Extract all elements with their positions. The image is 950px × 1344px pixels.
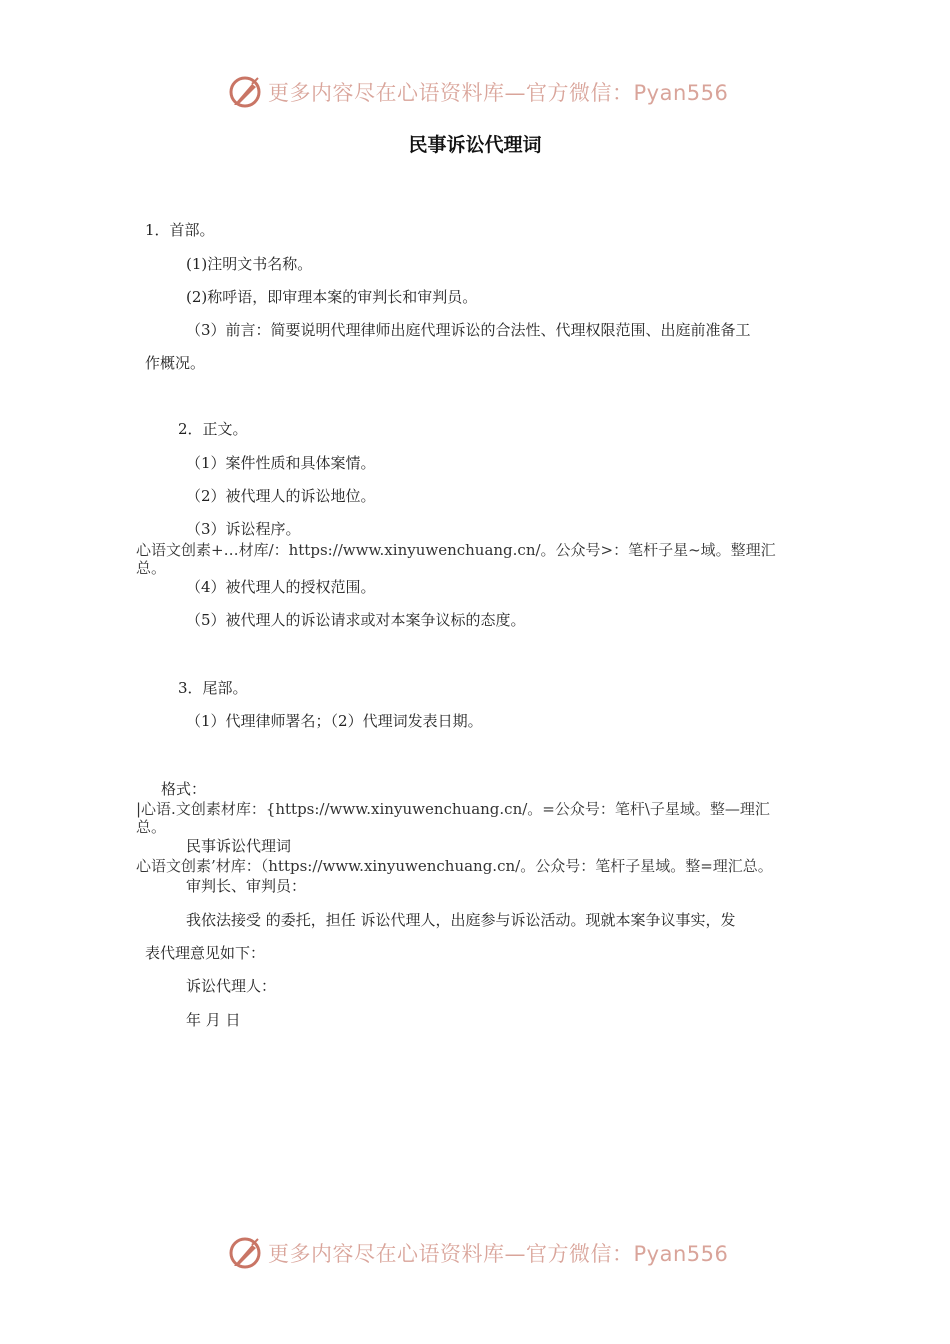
section2-item: （3）诉讼程序。 bbox=[186, 520, 301, 538]
section2-item: （5）被代理人的诉讼请求或对本案争议标的态度。 bbox=[186, 611, 526, 629]
header-banner bbox=[228, 72, 748, 112]
section1-item: 作概况。 bbox=[145, 354, 206, 372]
format-label: 格式： bbox=[161, 780, 207, 798]
section2-item: （2）被代理人的诉讼地位。 bbox=[186, 487, 376, 505]
footer-banner bbox=[228, 1233, 748, 1273]
banner-text: 更多内容尽在心语资料库—官方微信：Pyan556 bbox=[268, 81, 729, 105]
section1-item: （3）前言：简要说明代理律师出庭代理诉讼的合法性、代理权限范围、出庭前准备工 bbox=[186, 321, 751, 339]
format-title: 民事诉讼代理词 bbox=[186, 837, 292, 855]
quill-pen-logo-icon bbox=[228, 75, 262, 109]
format-date: 年 月 日 bbox=[186, 1011, 241, 1029]
watermark-text: 总。 bbox=[136, 559, 167, 577]
watermark-text: 心语文创素+…材库/：https://www.xinyuwenchuang.cn/。公众号>：笔杆子星~域。整理汇 bbox=[136, 541, 776, 559]
banner-text: 更多内容尽在心语资料库—官方微信：Pyan556 bbox=[268, 1242, 729, 1266]
format-body: 表代理意见如下： bbox=[145, 944, 266, 962]
section2-heading: 2．正文。 bbox=[178, 420, 248, 438]
section3-item: （1）代理律师署名；（2）代理词发表日期。 bbox=[186, 712, 483, 730]
format-salutation: 审判长、审判员： bbox=[186, 877, 307, 895]
section3-heading: 3．尾部。 bbox=[178, 679, 248, 697]
watermark-text: 总。 bbox=[136, 818, 167, 836]
format-body: 我依法接受 的委托，担任 诉讼代理人，出庭参与诉讼活动。现就本案争议事实，发 bbox=[186, 911, 736, 929]
watermark-text: |心语.文创素材库：{https://www.xinyuwenchuang.cn/。=公众号：笔杆\子星域。整—理汇 bbox=[136, 800, 770, 818]
watermark-text: 心语文创素’材库：（https://www.xinyuwenchuang.cn/。公众号：笔杆子星域。整=理汇总。 bbox=[136, 857, 773, 875]
format-signature: 诉讼代理人： bbox=[186, 977, 277, 995]
section1-item: (2)称呼语，即审理本案的审判长和审判员。 bbox=[186, 288, 478, 306]
section1-item: (1)注明文书名称。 bbox=[186, 255, 313, 273]
quill-pen-logo-icon bbox=[228, 1236, 262, 1270]
document-title: 民事诉讼代理词 bbox=[408, 134, 542, 156]
section1-heading: 1．首部。 bbox=[145, 221, 215, 239]
section2-item: （1）案件性质和具体案情。 bbox=[186, 454, 376, 472]
section2-item: （4）被代理人的授权范围。 bbox=[186, 578, 376, 596]
